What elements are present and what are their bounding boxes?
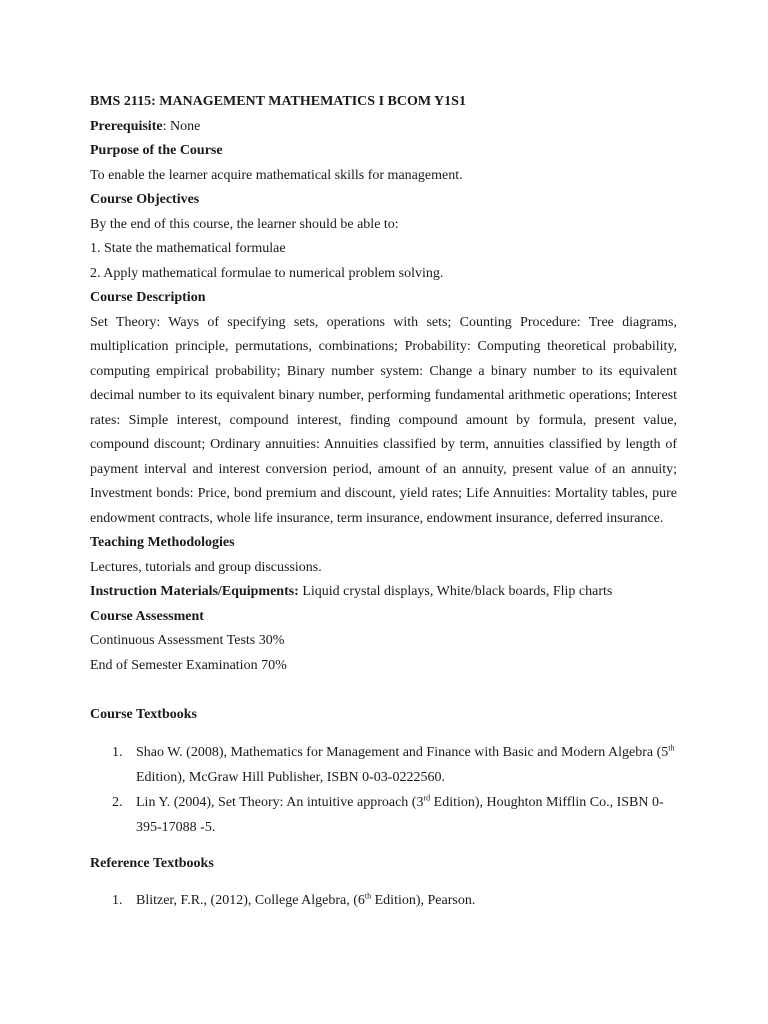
- prerequisite-line: [90, 115, 677, 140]
- citation-text: Lin Y. (2004), Set Theory: An intuitive approach (3: [136, 794, 424, 810]
- assessment-heading: Course Assessment: [90, 608, 204, 624]
- objective-item: 2. Apply mathematical formulae to numerical problem solving.: [90, 265, 444, 281]
- references-heading: Reference Textbooks: [90, 855, 214, 871]
- objective-item: 1. State the mathematical formulae: [90, 241, 286, 256]
- citation-text: Edition), McGraw Hill Publisher, ISBN 0-03-0222560.: [136, 769, 445, 785]
- ordinal-suffix: th: [668, 742, 675, 752]
- materials-line: [90, 580, 677, 605]
- citation-text: Edition), Houghton Mifflin Co., ISBN 0-395-17088 -5.: [136, 794, 664, 835]
- citation-text: Edition), Pearson.: [371, 893, 476, 908]
- textbooks-heading: Course Textbooks: [90, 707, 197, 722]
- prerequisite-label: Prerequisite: [90, 118, 163, 134]
- assessment-item: Continuous Assessment Tests 30%: [90, 633, 285, 648]
- course-title: BMS 2115: MANAGEMENT MATHEMATICS I BCOM Y1S1: [90, 94, 466, 109]
- objectives-heading: Course Objectives: [90, 192, 200, 207]
- list-item: [90, 740, 677, 790]
- teaching-heading: Teaching Methodologies: [90, 535, 235, 550]
- document-page: [90, 90, 677, 913]
- list-item: [90, 888, 677, 913]
- description-text: Set Theory: Ways of specifying sets, operations with sets; Counting Procedure: Tree diagrams, multiplication principle, permutations, combinations; Probability: Computing theoretical probability, computing empirical probability; Binary number system: Change a binary number to its equivalent decimal number to its equivalent binary number, performing fundamental arithmetic operations; Interest rates: Simple interest, compound interest, finding compound amount by formula, present value, compound discount; Ordinary annuities: Annuities classified by term, annuities classified by length of payment interval and interest conversion period, amount of an annuity, present value of an annuity; Investment bonds: Price, bond premium and discount, yield rates; Life Annuities: Mortality tables, pure endowment contracts, whole life insurance, term insurance, endowment insurance, deferred insurance.: [90, 314, 677, 526]
- ordinal-suffix: th: [364, 891, 372, 901]
- list-item-number: 1.: [112, 893, 123, 908]
- purpose-text: To enable the learner acquire mathematical skills for management.: [90, 167, 463, 183]
- list-item-number: 2.: [112, 794, 123, 810]
- teaching-text: Lectures, tutorials and group discussions.: [90, 559, 322, 575]
- textbooks-list: [90, 740, 677, 840]
- description-heading: Course Description: [90, 290, 206, 305]
- references-list: [90, 888, 677, 913]
- ordinal-suffix: rd: [423, 792, 431, 802]
- list-item: [90, 790, 677, 840]
- prerequisite-value: : None: [162, 118, 201, 134]
- purpose-heading: Purpose of the Course: [90, 143, 223, 158]
- citation-text: Blitzer, F.R., (2012), College Algebra, (6: [136, 893, 365, 908]
- materials-value: Liquid crystal displays, White/black boards, Flip charts: [298, 584, 613, 599]
- assessment-item: End of Semester Examination 70%: [90, 657, 287, 673]
- list-item-number: 1.: [112, 744, 123, 760]
- objectives-intro: By the end of this course, the learner should be able to:: [90, 216, 399, 232]
- materials-label: Instruction Materials/Equipments:: [90, 584, 299, 599]
- citation-text: Shao W. (2008), Mathematics for Management and Finance with Basic and Modern Algebra (5: [136, 744, 669, 760]
